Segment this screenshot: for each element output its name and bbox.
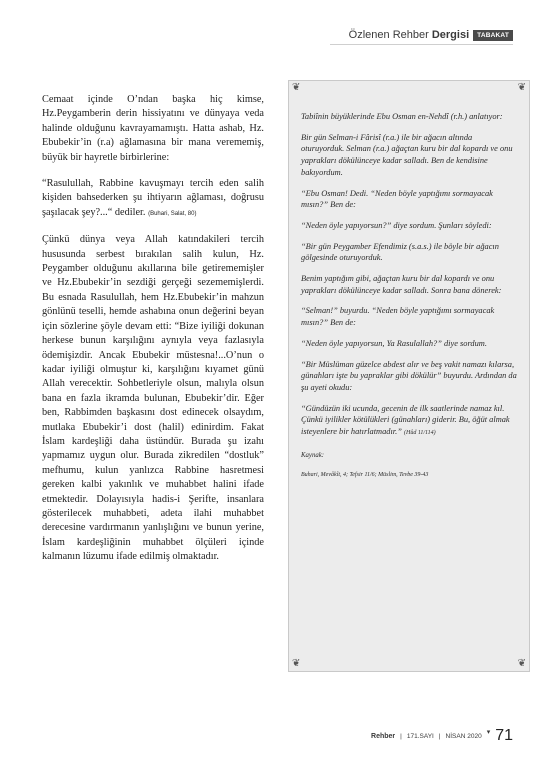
footer-separator: |	[400, 732, 402, 740]
sidebar-intro: Tabiînin büyüklerinde Ebu Osman en-Nehdî (r.h.) anlatıyor:	[301, 112, 503, 121]
corner-ornament-icon: ❦	[292, 82, 301, 93]
page-header	[349, 29, 513, 41]
sidebar-paragraph: “Bir Müslüman güzelce abdest alır ve beş vakit namazı kılarsa, günahları işte bu yapraklar gibi dökülür” buyurdu. Ardından da şu ayeti okudu:	[301, 359, 517, 392]
source-title: Kaynak:	[301, 451, 325, 459]
section-tag: TABAKAT	[473, 30, 513, 41]
footer-logo: Rehber	[371, 732, 396, 740]
source-body: Buhari, Mevâkît, 4; Tefsir 11/6; Müslim, Tevbe 39-43	[301, 472, 429, 479]
sidebar-paragraph: “Neden öyle yapıyorsun, Ya Rasulallah?” diye sordum.	[301, 338, 487, 348]
footer-separator: |	[438, 732, 441, 740]
sidebar-verse	[301, 403, 517, 440]
sidebar-paragraph: Bir gün Selman-i Fârisî (r.a.) ile bir ağacın altında oturuyorduk. Selman (r.a.) ağaçtan kuru bir dal kopardı ve onu yaprakları dökülünceye kadar salladı. Ben de kendisine bakıyordum.	[301, 132, 513, 177]
sidebar-paragraph: Benim yaptığım gibi, ağaçtan kuru bir dal kopardı ve onu yaprakları dökülünceye kadar salladı. Sonra bana dönerek:	[301, 274, 502, 295]
magazine-name-bold: Dergisi	[431, 29, 470, 41]
paragraph-1: Cemaat içinde O’ndan başka hiç kimse, Hz.Peygamberin derin hissiyatını ve dünyaya veda halinde olduğunu kavrayamamıştı. Hatta ashab, Hz. Ebubekir’in (r.a) ağlamasına bir mana verememiş, büyük bir hayretle birbirlerine:	[42, 94, 264, 163]
quote-citation: (Buhari, Salat, 80)	[148, 210, 197, 217]
sidebar-paragraph: “Neden öyle yapıyorsun?” diye sordum. Şunları söyledi:	[301, 220, 492, 230]
main-column	[42, 93, 264, 577]
page-number: 71	[495, 727, 513, 744]
footer-date: NİSAN 2020	[445, 732, 482, 740]
sidebar-paragraph: “Bir gün Peygamber Efendimiz (s.a.s.) ile böyle bir ağacın gölgesinde oturuyorduk.	[301, 241, 499, 263]
sidebar-box	[288, 80, 530, 672]
paragraph-2: Çünkü dünya veya Allah katındakileri tercih hususunda serbest bırakılan salih kulun, Hz. Peygamber olduğunu akıllarına bile getirememişler ve Hz.Ebubekir’in sezdiği gerçeği sezememişlerdi. Bu esnada Rasulullah, hem Hz.Ebubekir’in mahzun gönlünü teselli, hemde ashabına onun değerini beyan için sözlerine şöyle devam etti: “Bize iyiliği dokunan herkese bunun karşılığını aynıyla veya fazlasıyla ödemişizdir. Ancak Ebubekir müstesna!...O’nun o kadar iyiliği olmuştur ki, karşılığını kıyamet günü Allah verecektir. Sohbetleriyle olsun, malıyla olsun bana en fazla ikramda bulunan, Ebubekir’dir. Eğer ben, Rabbimden başkasını dost edinecek olsaydım, mutlaka Ebubekir’i dost (halil) edinirdim. Fakat İslam kardeşliği daha üstündür. Burada şu izahı yapmamız uygun olur. Burada zikredilen “dostluk” mefhumu, kulun yanlızca Rabbine hasretmesi gereken kalbi yakınlık ve muhabbet halini ifade etmektedir. Dolayısıyla hadis-i Şerifte, insanlara gösterilecek muhabbeti, adeta ilahi muhabbet derecesine vardırmanın yanlışlığını ve bunun yerine, İslam kardeşliğinin muhabbet ölçüleri içinde kalmanın lüzumu ifade edilmiş olmaktadır.	[42, 234, 264, 563]
quote-paragraph	[42, 177, 264, 221]
sidebar-paragraph: “Selman!” buyurdu. “Neden böyle yaptığımı sormayacak mısın?” Ben de:	[301, 306, 495, 328]
magazine-name-light: Özlenen Rehber	[348, 29, 429, 41]
corner-ornament-icon: ❦	[292, 658, 301, 669]
sidebar-paragraph: “Ebu Osman! Dedi. “Neden böyle yaptığımı sormayacak mısın?” Ben de:	[301, 188, 493, 210]
magazine-name	[349, 29, 469, 41]
quote-text: “Rasulullah, Rabbine kavuşmayı tercih eden salih kişiden bahsederken şu ihtiyarın ağlaması, doğrusu şaşılacak şey?...“ dediler.	[42, 178, 264, 218]
verse-citation: (Hûd 11/114)	[403, 430, 436, 437]
header-rule	[330, 44, 513, 45]
triangle-mark-icon: ▾	[486, 729, 491, 736]
sidebar-text	[301, 111, 517, 491]
corner-ornament-icon: ❦	[517, 82, 526, 93]
corner-ornament-icon: ❦	[517, 658, 526, 669]
footer-issue: 171.SAYI	[406, 732, 434, 740]
page-footer	[371, 727, 513, 745]
verse-text: “Gündüzün iki ucunda, gecenin de ilk saatlerinde namaz kıl. Çünkü iyilikler kötülükleri (günahları) giderir. Bu, öğüt almak isteyenlere bir hatırlatmadır.”	[301, 403, 510, 437]
